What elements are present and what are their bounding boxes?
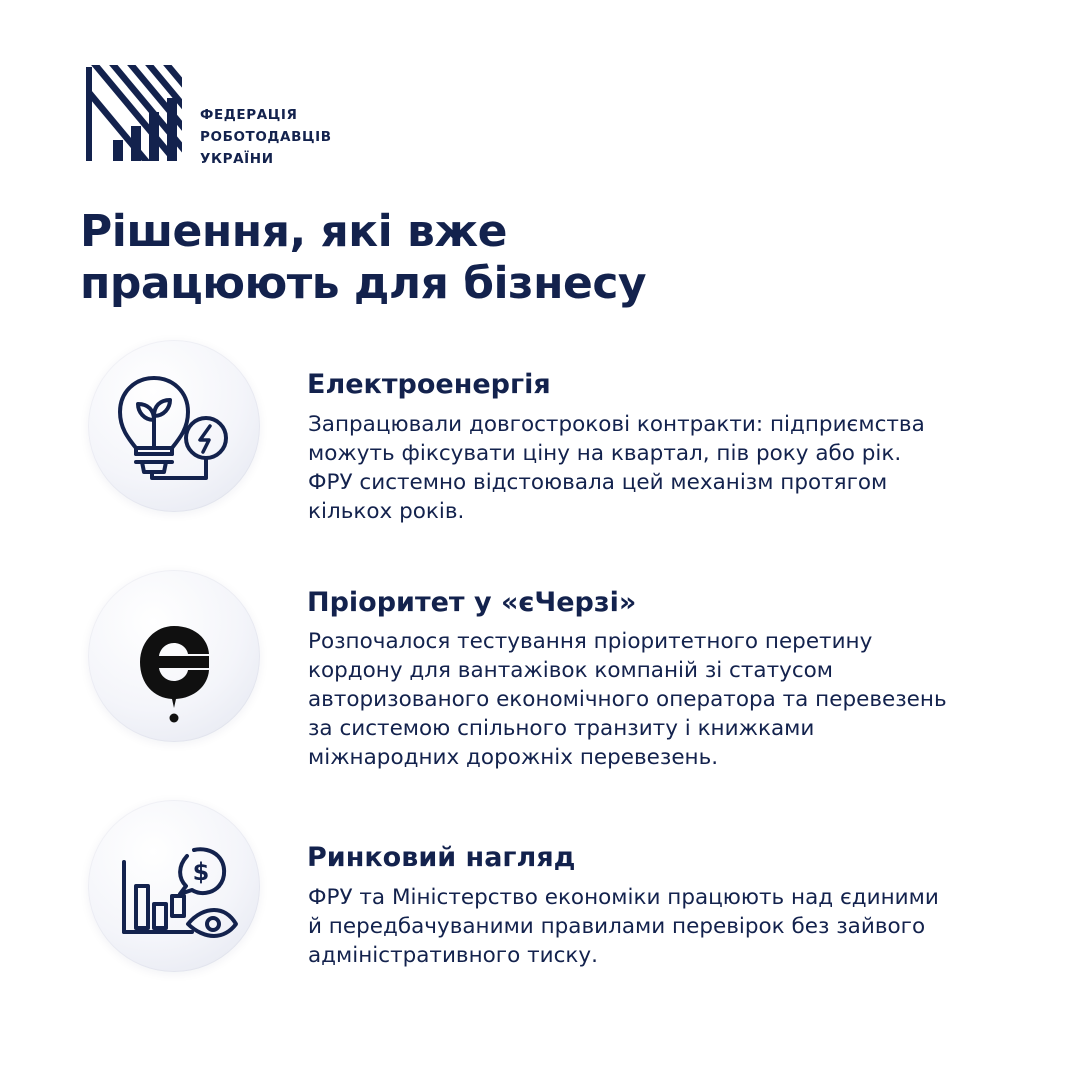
description-line: міжнародних дорожніх перевезень. (308, 745, 719, 770)
logo-line: РОБОТОДАВЦІВ (200, 129, 332, 145)
item-title: Пріоритет у «єЧерзі» (307, 587, 637, 618)
description-line: й передбачуваними правилами перевірок без зайвого (308, 914, 926, 939)
federation-logo-icon (86, 65, 186, 165)
description-line: авторизованого економічного оператора та перевезень (308, 687, 947, 712)
lightbulb-energy-icon (88, 340, 260, 512)
title-line: працюють для бізнесу (80, 258, 647, 309)
svg-text:$: $ (192, 858, 210, 886)
description-line: ФРУ та Міністерство економіки працюють над єдиними (308, 885, 939, 910)
item-title: Електроенергія (307, 369, 551, 400)
title-line: Рішення, які вже (80, 206, 507, 257)
item-title: Ринковий нагляд (307, 842, 576, 873)
echerha-logo-icon (88, 570, 260, 742)
description-line: за системою спільного транзиту і книжками (308, 716, 815, 741)
description-line: Запрацювали довгострокові контракти: підприємства (308, 412, 925, 437)
description-line: кордону для вантажівок компаній зі статусом (308, 658, 834, 683)
description-line: адміністративного тиску. (308, 943, 598, 968)
description-line: кількох років. (308, 499, 465, 524)
description-line: можуть фіксувати ціну на квартал, пів року або рік. (308, 441, 902, 466)
description-line: Розпочалося тестування пріоритетного перетину (308, 629, 873, 654)
page-title (80, 206, 646, 310)
item-description (308, 883, 1048, 970)
logo-line: ФЕДЕРАЦІЯ (200, 107, 298, 123)
logo-line: УКРАЇНИ (200, 151, 274, 167)
logo-wordmark (200, 104, 332, 170)
description-line: ФРУ системно відстоювала цей механізм протягом (308, 470, 888, 495)
item-description (308, 627, 1048, 772)
market-supervision-icon (88, 800, 260, 972)
item-description (308, 410, 1048, 526)
